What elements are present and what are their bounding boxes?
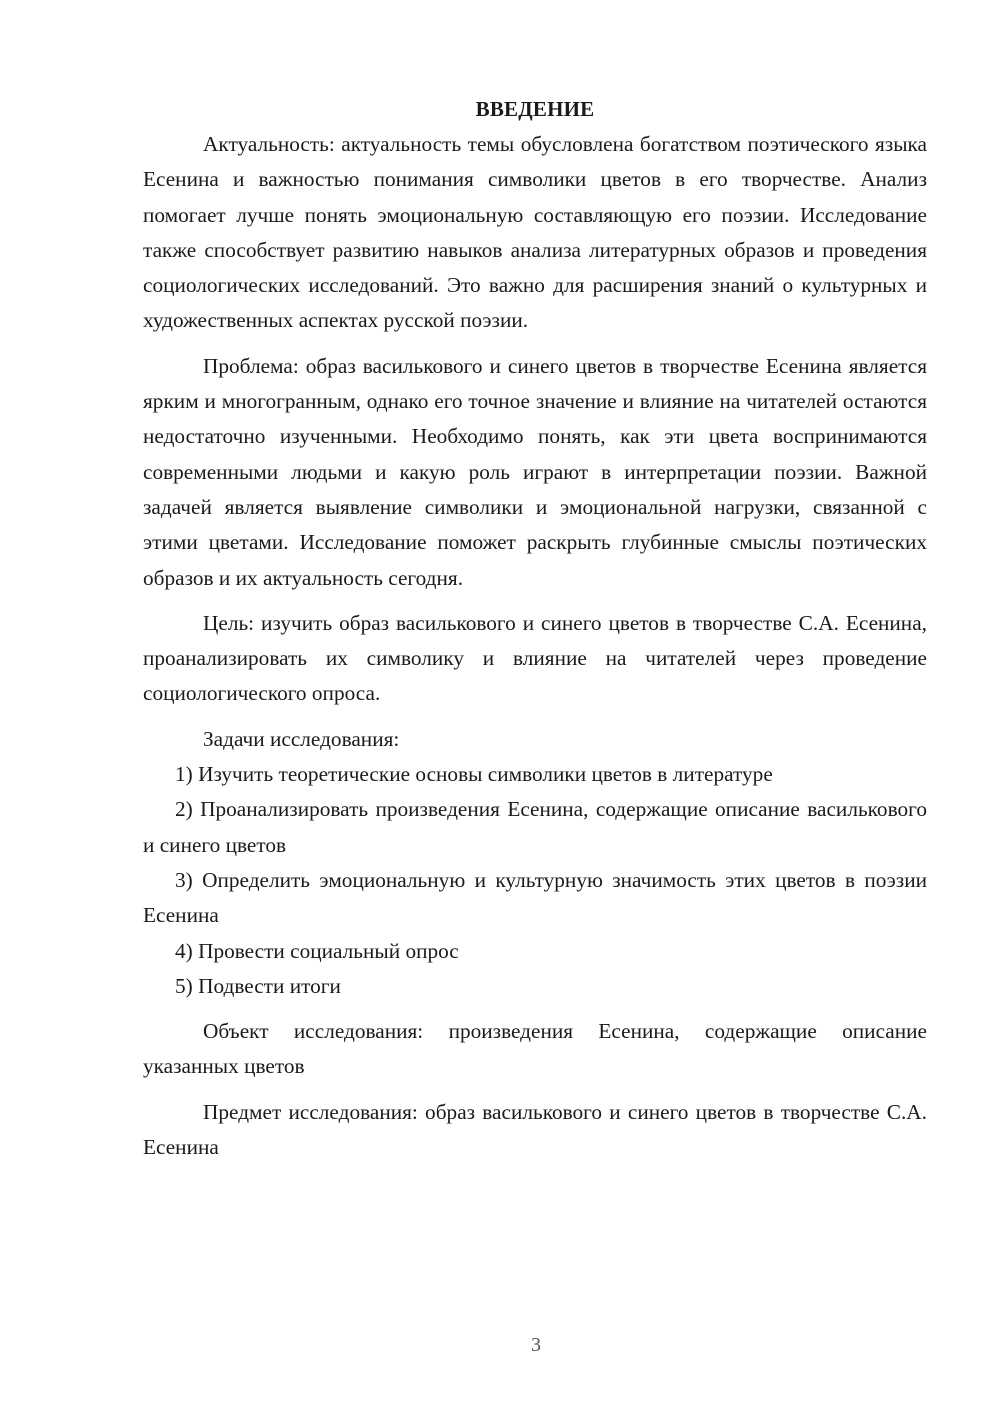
relevance-paragraph: Актуальность: актуальность темы обусловлена богатством поэтического языка Есенина и важностью понимания символики цветов в его творчестве. Анализ помогает лучше понять эмоциональную составляющую его поэзии. Исследование также способствует развитию навыков анализа литературных образов и проведения социологических исследований. Это важно для расширения знаний о культурных и художественных аспектах русской поэзии. [143,132,927,333]
subject-paragraph: Предмет исследования: образ василькового и синего цветов в творчестве С.А. Есенина [143,1099,927,1160]
goal-paragraph: Цель: изучить образ василькового и синего цветов в творчестве С.А. Есенина, проанализировать их символику и влияние на читателей через проведение социологического опроса. [143,610,927,706]
task-item: 4) Провести социальный опрос [175,938,459,963]
task-item: 3) Определить эмоциональную и культурную значимость этих цветов в поэзии Есенина [143,867,927,928]
task-item: 5) Подвести итоги [175,973,341,998]
page-number: 3 [531,1334,541,1356]
document-page [143,92,927,1165]
section-heading: ВВЕДЕНИЕ [475,97,595,121]
problem-paragraph: Проблема: образ василькового и синего цветов в творчестве Есенина является ярким и многогранным, однако его точное значение и влияние на читателей остаются недостаточно изученными. Необходимо понять, как эти цвета воспринимаются современными людьми и какую роль играют в интерпретации поэзии. Важной задачей является выявление символики и эмоциональной нагрузки, связанной с этими цветами. Исследование поможет раскрыть глубинные смыслы поэтических образов и их актуальность сегодня. [143,353,927,590]
task-item: 1) Изучить теоретические основы символики цветов в литературе [175,762,773,787]
task-item: 2) Проанализировать произведения Есенина, содержащие описание василькового и синего цветов [143,797,927,857]
object-paragraph: Объект исследования: произведения Есенина, содержащие описание указанных цветов [143,1019,927,1079]
tasks-title: Задачи исследования: [203,726,400,751]
